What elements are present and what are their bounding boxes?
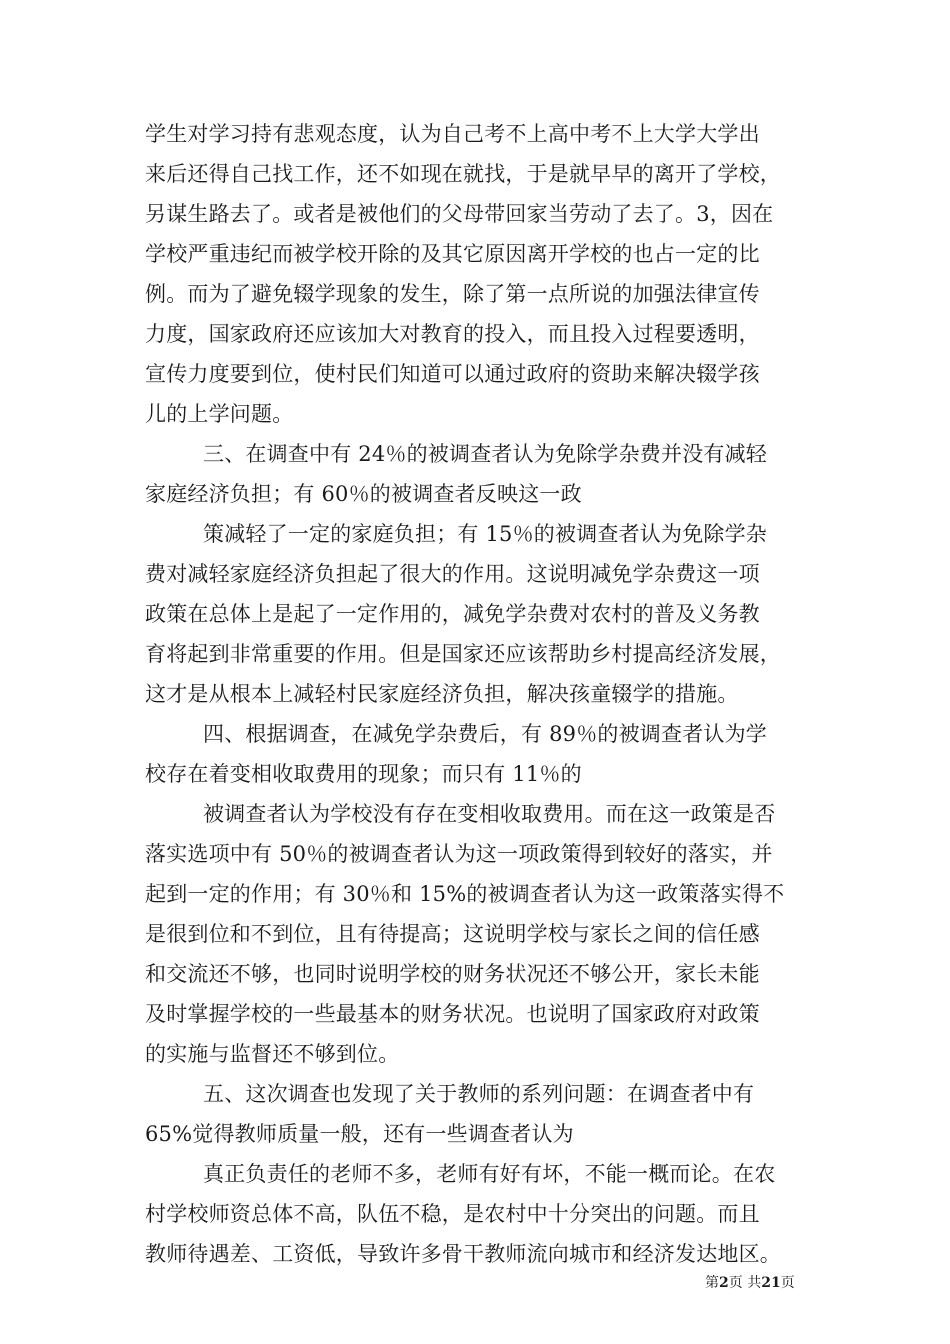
text-line-6: 力度，国家政府还应该加大对教育的投入，而且投入过程要透明， xyxy=(145,322,760,346)
paragraph-3-line-2: 家庭经济负担；有 60％的被调查者反映这一政 xyxy=(145,482,582,506)
paragraph-4-line-9: 的实施与监督还不够到位。 xyxy=(145,1042,400,1066)
footer-total-pages: 21 xyxy=(761,1275,781,1291)
text-line-5: 例。而为了避免辍学现象的发生，除了第一点所说的加强法律宣传 xyxy=(145,282,760,306)
paragraph-4-line-1: 四、根据调查，在减免学杂费后，有 89％的被调查者认为学 xyxy=(203,722,767,746)
paragraph-3-line-7: 这才是从根本上减轻村民家庭经济负担，解决孩童辍学的措施。 xyxy=(145,682,739,706)
paragraph-3-line-1: 三、在调查中有 24％的被调查者认为免除学杂费并没有减轻 xyxy=(203,442,767,466)
paragraph-3-line-3: 策减轻了一定的家庭负担；有 15％的被调查者认为免除学杂 xyxy=(203,522,767,546)
footer-page-number: 2 xyxy=(719,1275,729,1291)
paragraph-5-line-1: 五、这次调查也发现了关于教师的系列问题：在调查者中有 xyxy=(203,1082,755,1106)
footer-middle: 页 共 xyxy=(728,1275,762,1291)
paragraph-3-line-6: 育将起到非常重要的作用。但是国家还应该帮助乡村提高经济发展， xyxy=(145,642,781,666)
text-line-4: 学校严重违纪而被学校开除的及其它原因离开学校的也占一定的比 xyxy=(145,242,760,266)
paragraph-5-line-2: 65%觉得教师质量一般，还有一些调查者认为 xyxy=(145,1122,574,1146)
paragraph-4-line-2: 校存在着变相收取费用的现象；而只有 11％的 xyxy=(145,762,582,786)
footer-prefix: 第 xyxy=(705,1275,719,1291)
paragraph-5-line-5: 教师待遇差、工资低，导致许多骨干教师流向城市和经济发达地区。 xyxy=(145,1242,781,1266)
footer-suffix: 页 xyxy=(780,1275,795,1291)
paragraph-4-line-5: 起到一定的作用；有 30％和 15%的被调查者认为这一政策落实得不 xyxy=(145,882,785,906)
paragraph-4-line-6: 是很到位和不到位，且有待提高；这说明学校与家长之间的信任感 xyxy=(145,922,760,946)
text-line-2: 来后还得自己找工作，还不如现在就找，于是就早早的离开了学校， xyxy=(145,162,781,186)
text-line-3: 另谋生路去了。或者是被他们的父母带回家当劳动了去了。3，因在 xyxy=(145,202,774,226)
paragraph-4-line-8: 及时掌握学校的一些最基本的财务状况。也说明了国家政府对政策 xyxy=(145,1002,760,1026)
paragraph-4-line-3: 被调查者认为学校没有存在变相收取费用。而在这一政策是否 xyxy=(203,802,776,826)
paragraph-5-line-4: 村学校师资总体不高，队伍不稳，是农村中十分突出的问题。而且 xyxy=(145,1202,760,1226)
paragraph-3-line-5: 政策在总体上是起了一定作用的，减免学杂费对农村的普及义务教 xyxy=(145,602,760,626)
text-line-8: 儿的上学问题。 xyxy=(145,402,294,426)
page-footer xyxy=(705,1274,795,1292)
paragraph-3-line-4: 费对减轻家庭经济负担起了很大的作用。这说明减免学杂费这一项 xyxy=(145,562,760,586)
paragraph-5-line-3: 真正负责任的老师不多，老师有好有坏，不能一概而论。在农 xyxy=(203,1162,776,1186)
paragraph-4-line-7: 和交流还不够，也同时说明学校的财务状况还不够公开，家长未能 xyxy=(145,962,760,986)
text-line-7: 宣传力度要到位，使村民们知道可以通过政府的资助来解决辍学孩 xyxy=(145,362,760,386)
paragraph-4-line-4: 落实选项中有 50％的被调查者认为这一项政策得到较好的落实，并 xyxy=(145,842,773,866)
text-line-1: 学生对学习持有悲观态度，认为自己考不上高中考不上大学大学出 xyxy=(145,122,760,146)
